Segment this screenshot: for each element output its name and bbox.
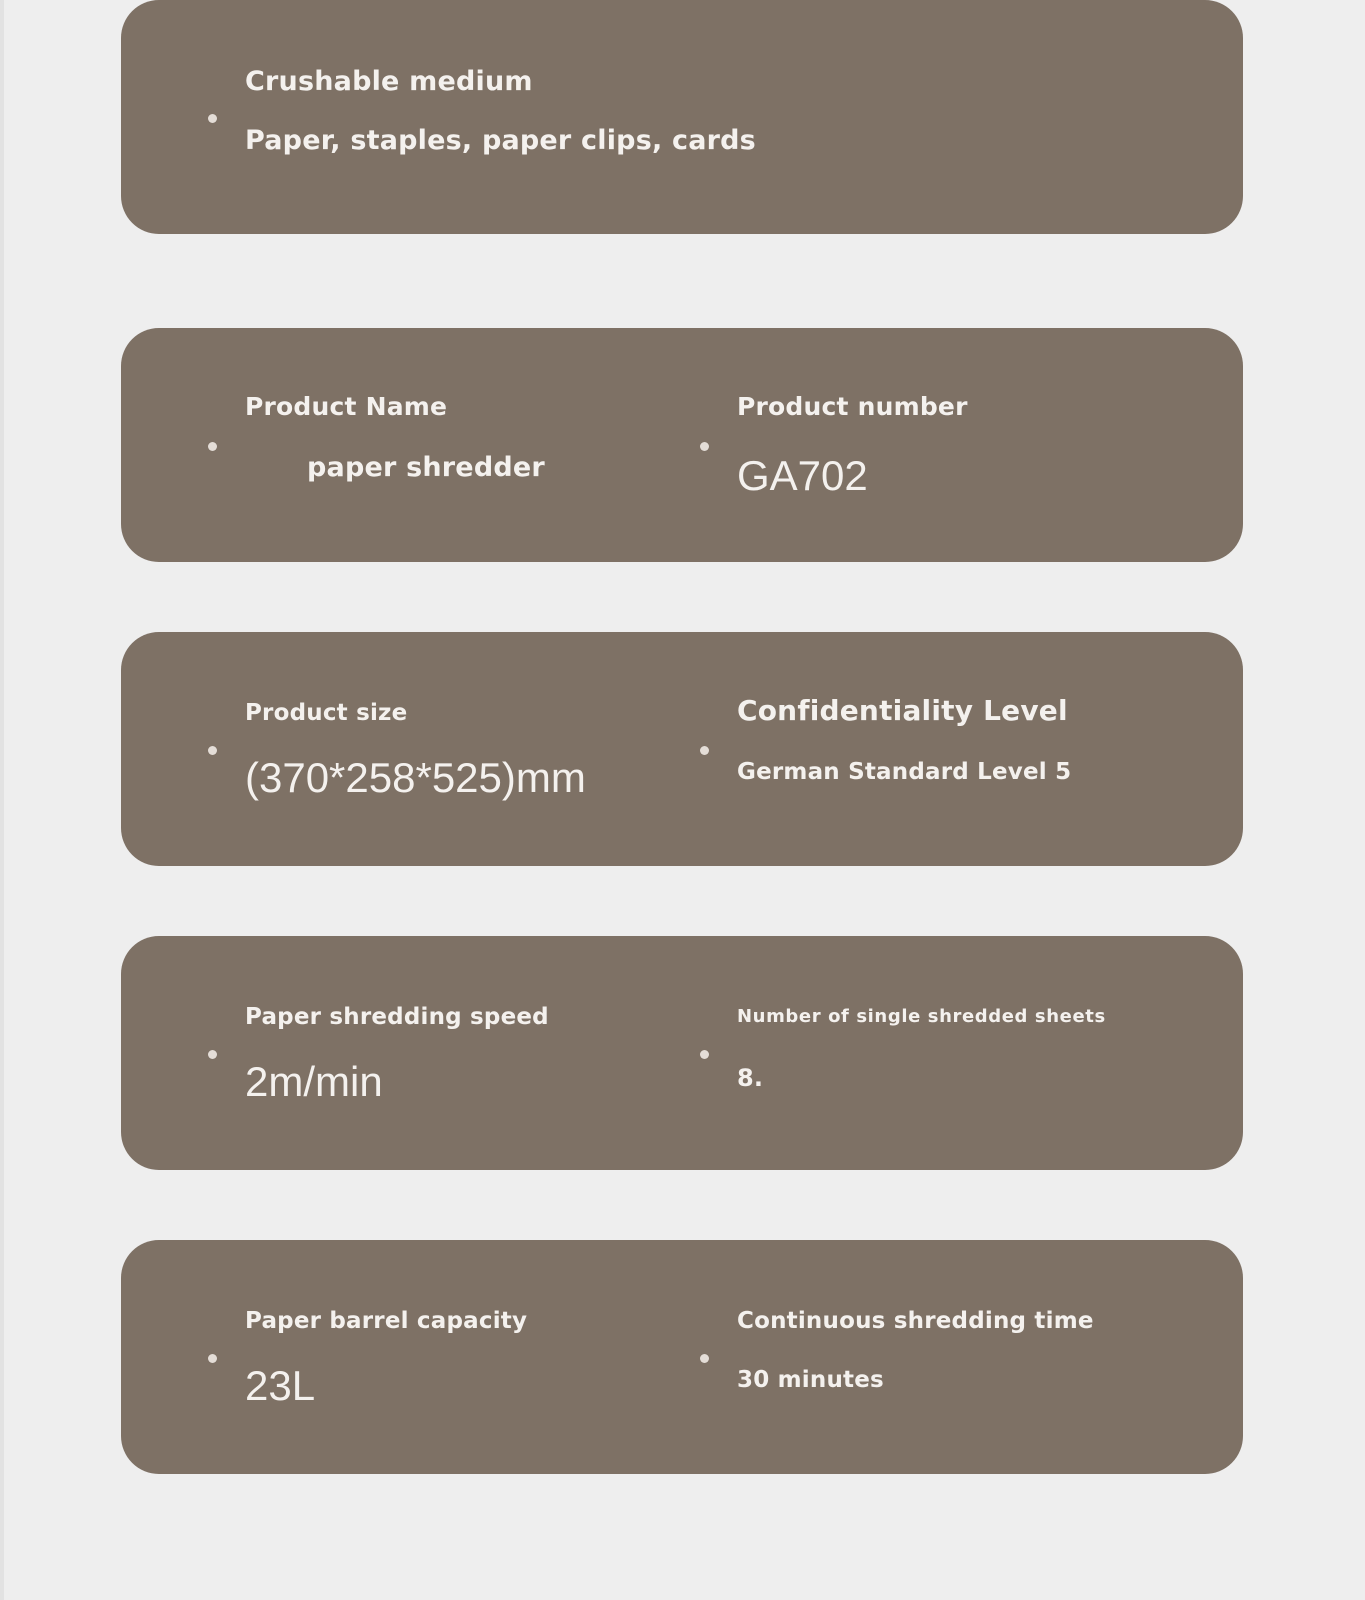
spec-value-single-shredded-sheets: 8. [737,1064,764,1092]
spec-card-speed-sheets [121,936,1243,1170]
spec-card-size-confidentiality [121,632,1243,866]
spec-label-crushable-medium: Crushable medium [245,66,533,97]
bullet-icon [700,1050,709,1059]
bullet-icon [208,746,217,755]
spec-value-continuous-time: 30 minutes [737,1367,884,1393]
spec-card-capacity-time [121,1240,1243,1474]
spec-label-single-shredded-sheets: Number of single shredded sheets [737,1006,1106,1027]
spec-value-confidentiality-level: German Standard Level 5 [737,759,1072,785]
spec-card-crushable-medium [121,0,1243,234]
spec-value-barrel-capacity: 23L [245,1362,316,1409]
bullet-icon [700,442,709,451]
spec-label-product-name: Product Name [245,392,448,421]
spec-label-continuous-time: Continuous shredding time [737,1308,1094,1334]
spec-value-product-name: paper shredder [307,452,545,483]
spec-label-product-size: Product size [245,700,408,726]
spec-label-shredding-speed: Paper shredding speed [245,1004,549,1030]
bullet-icon [208,114,217,123]
bullet-icon [208,442,217,451]
bullet-icon [700,746,709,755]
spec-label-product-number: Product number [737,392,968,421]
spec-value-crushable-medium: Paper, staples, paper clips, cards [245,125,756,156]
bullet-icon [208,1354,217,1363]
page-edge [0,0,4,1600]
spec-value-product-size: (370*258*525)mm [245,754,586,801]
spec-card-product-info [121,328,1243,562]
spec-label-confidentiality-level: Confidentiality Level [737,694,1068,727]
bullet-icon [208,1050,217,1059]
bullet-icon [700,1354,709,1363]
spec-value-shredding-speed: 2m/min [245,1058,383,1105]
spec-value-product-number: GA702 [737,452,868,499]
spec-label-barrel-capacity: Paper barrel capacity [245,1308,528,1334]
